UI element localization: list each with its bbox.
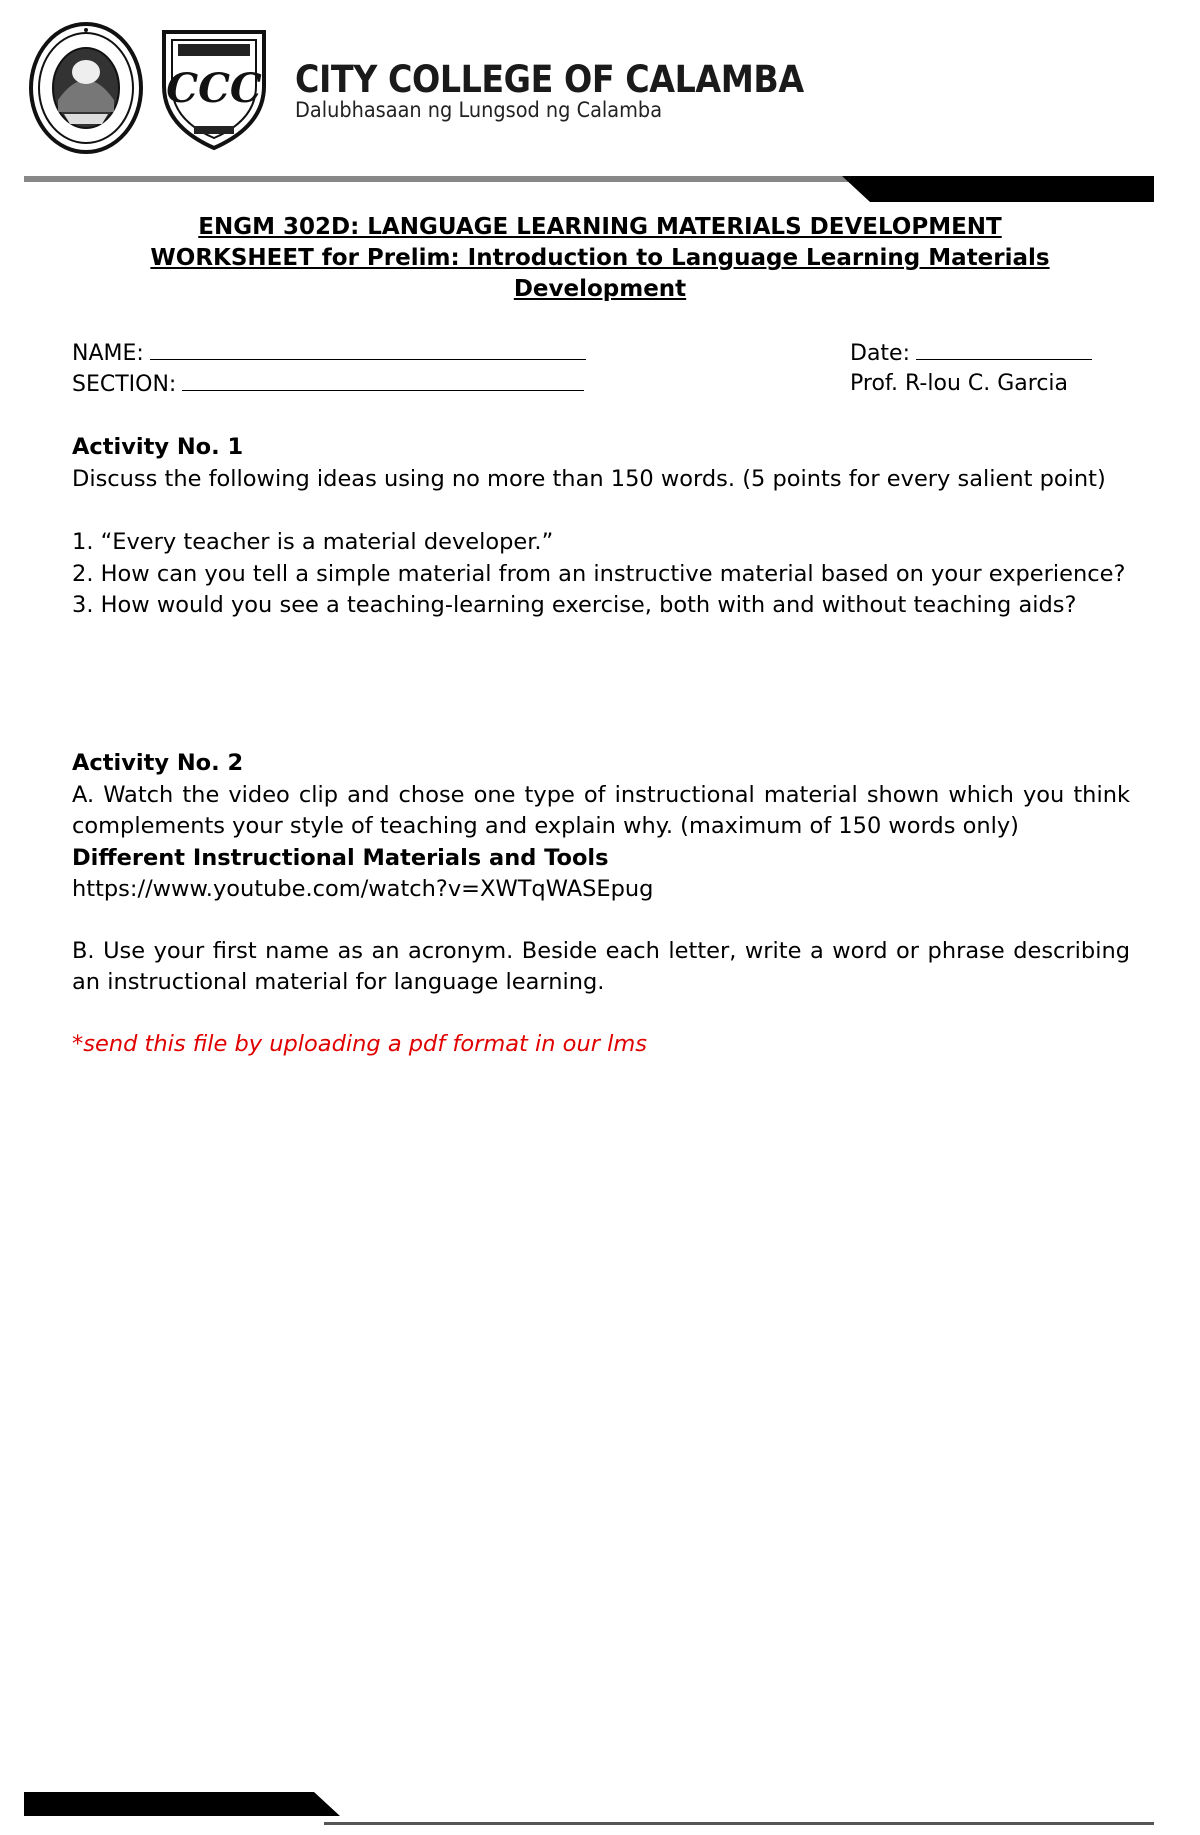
name-blank-line[interactable] (150, 337, 586, 360)
activity-1-item: 1. “Every teacher is a material developer.” (72, 529, 554, 555)
activity-2-part-a: A. Watch the video clip and chose one type of instructional material shown which you think complements your style of teaching and explain why. (maximum of 150 words only) (72, 781, 1130, 839)
city-seal-logo (28, 20, 144, 156)
worksheet-title: WORKSHEET for Prelim: Introduction to Language Learning Materials (150, 245, 1050, 271)
college-subtitle: Dalubhasaan ng Lungsod ng Calamba (295, 98, 663, 122)
professor-name: Prof. R-lou C. Garcia (850, 371, 1069, 396)
activity-2-part-b: B. Use your first name as an acronym. Beside each letter, write a word or phrase describing an instructional material for language learning. (72, 937, 1130, 995)
section-label: SECTION: (72, 372, 177, 397)
submission-note: *send this file by uploading a pdf format in our lms (72, 1030, 648, 1057)
section-field (72, 368, 584, 401)
video-title: Different Instructional Materials and Tools (72, 844, 609, 871)
activity-1-section (72, 432, 1130, 622)
activity-1-heading: Activity No. 1 (72, 434, 244, 460)
activity-1-instructions: Discuss the following ideas using no more than 150 words. (5 points for every salient point) (72, 465, 1106, 492)
course-title: ENGM 302D: LANGUAGE LEARNING MATERIALS DEVELOPMENT (198, 214, 1002, 240)
date-field (850, 337, 1092, 370)
activity-1-item: 2. How can you tell a simple material from an instructive material based on your experience? (72, 560, 1126, 587)
date-label: Date: (850, 341, 910, 366)
page-header (0, 0, 1200, 190)
name-field (72, 337, 586, 370)
activity-1-item: 3. How would you see a teaching-learning exercise, both with and without teaching aids? (72, 592, 1077, 618)
name-label: NAME: (72, 341, 144, 366)
date-blank-line[interactable] (916, 337, 1092, 360)
activity-2-heading: Activity No. 2 (72, 750, 244, 776)
footer-rule (24, 1792, 1154, 1828)
college-name: CITY COLLEGE OF CALAMBA (295, 58, 804, 101)
video-link[interactable]: https://www.youtube.com/watch?v=XWTqWASEpug (72, 876, 654, 902)
svg-text:CCC: CCC (166, 65, 262, 112)
section-blank-line[interactable] (182, 368, 584, 391)
college-crest-logo (158, 26, 270, 152)
header-rule (24, 176, 1154, 206)
worksheet-title-continued: Development (513, 276, 687, 302)
activity-2-section (72, 748, 1130, 1060)
